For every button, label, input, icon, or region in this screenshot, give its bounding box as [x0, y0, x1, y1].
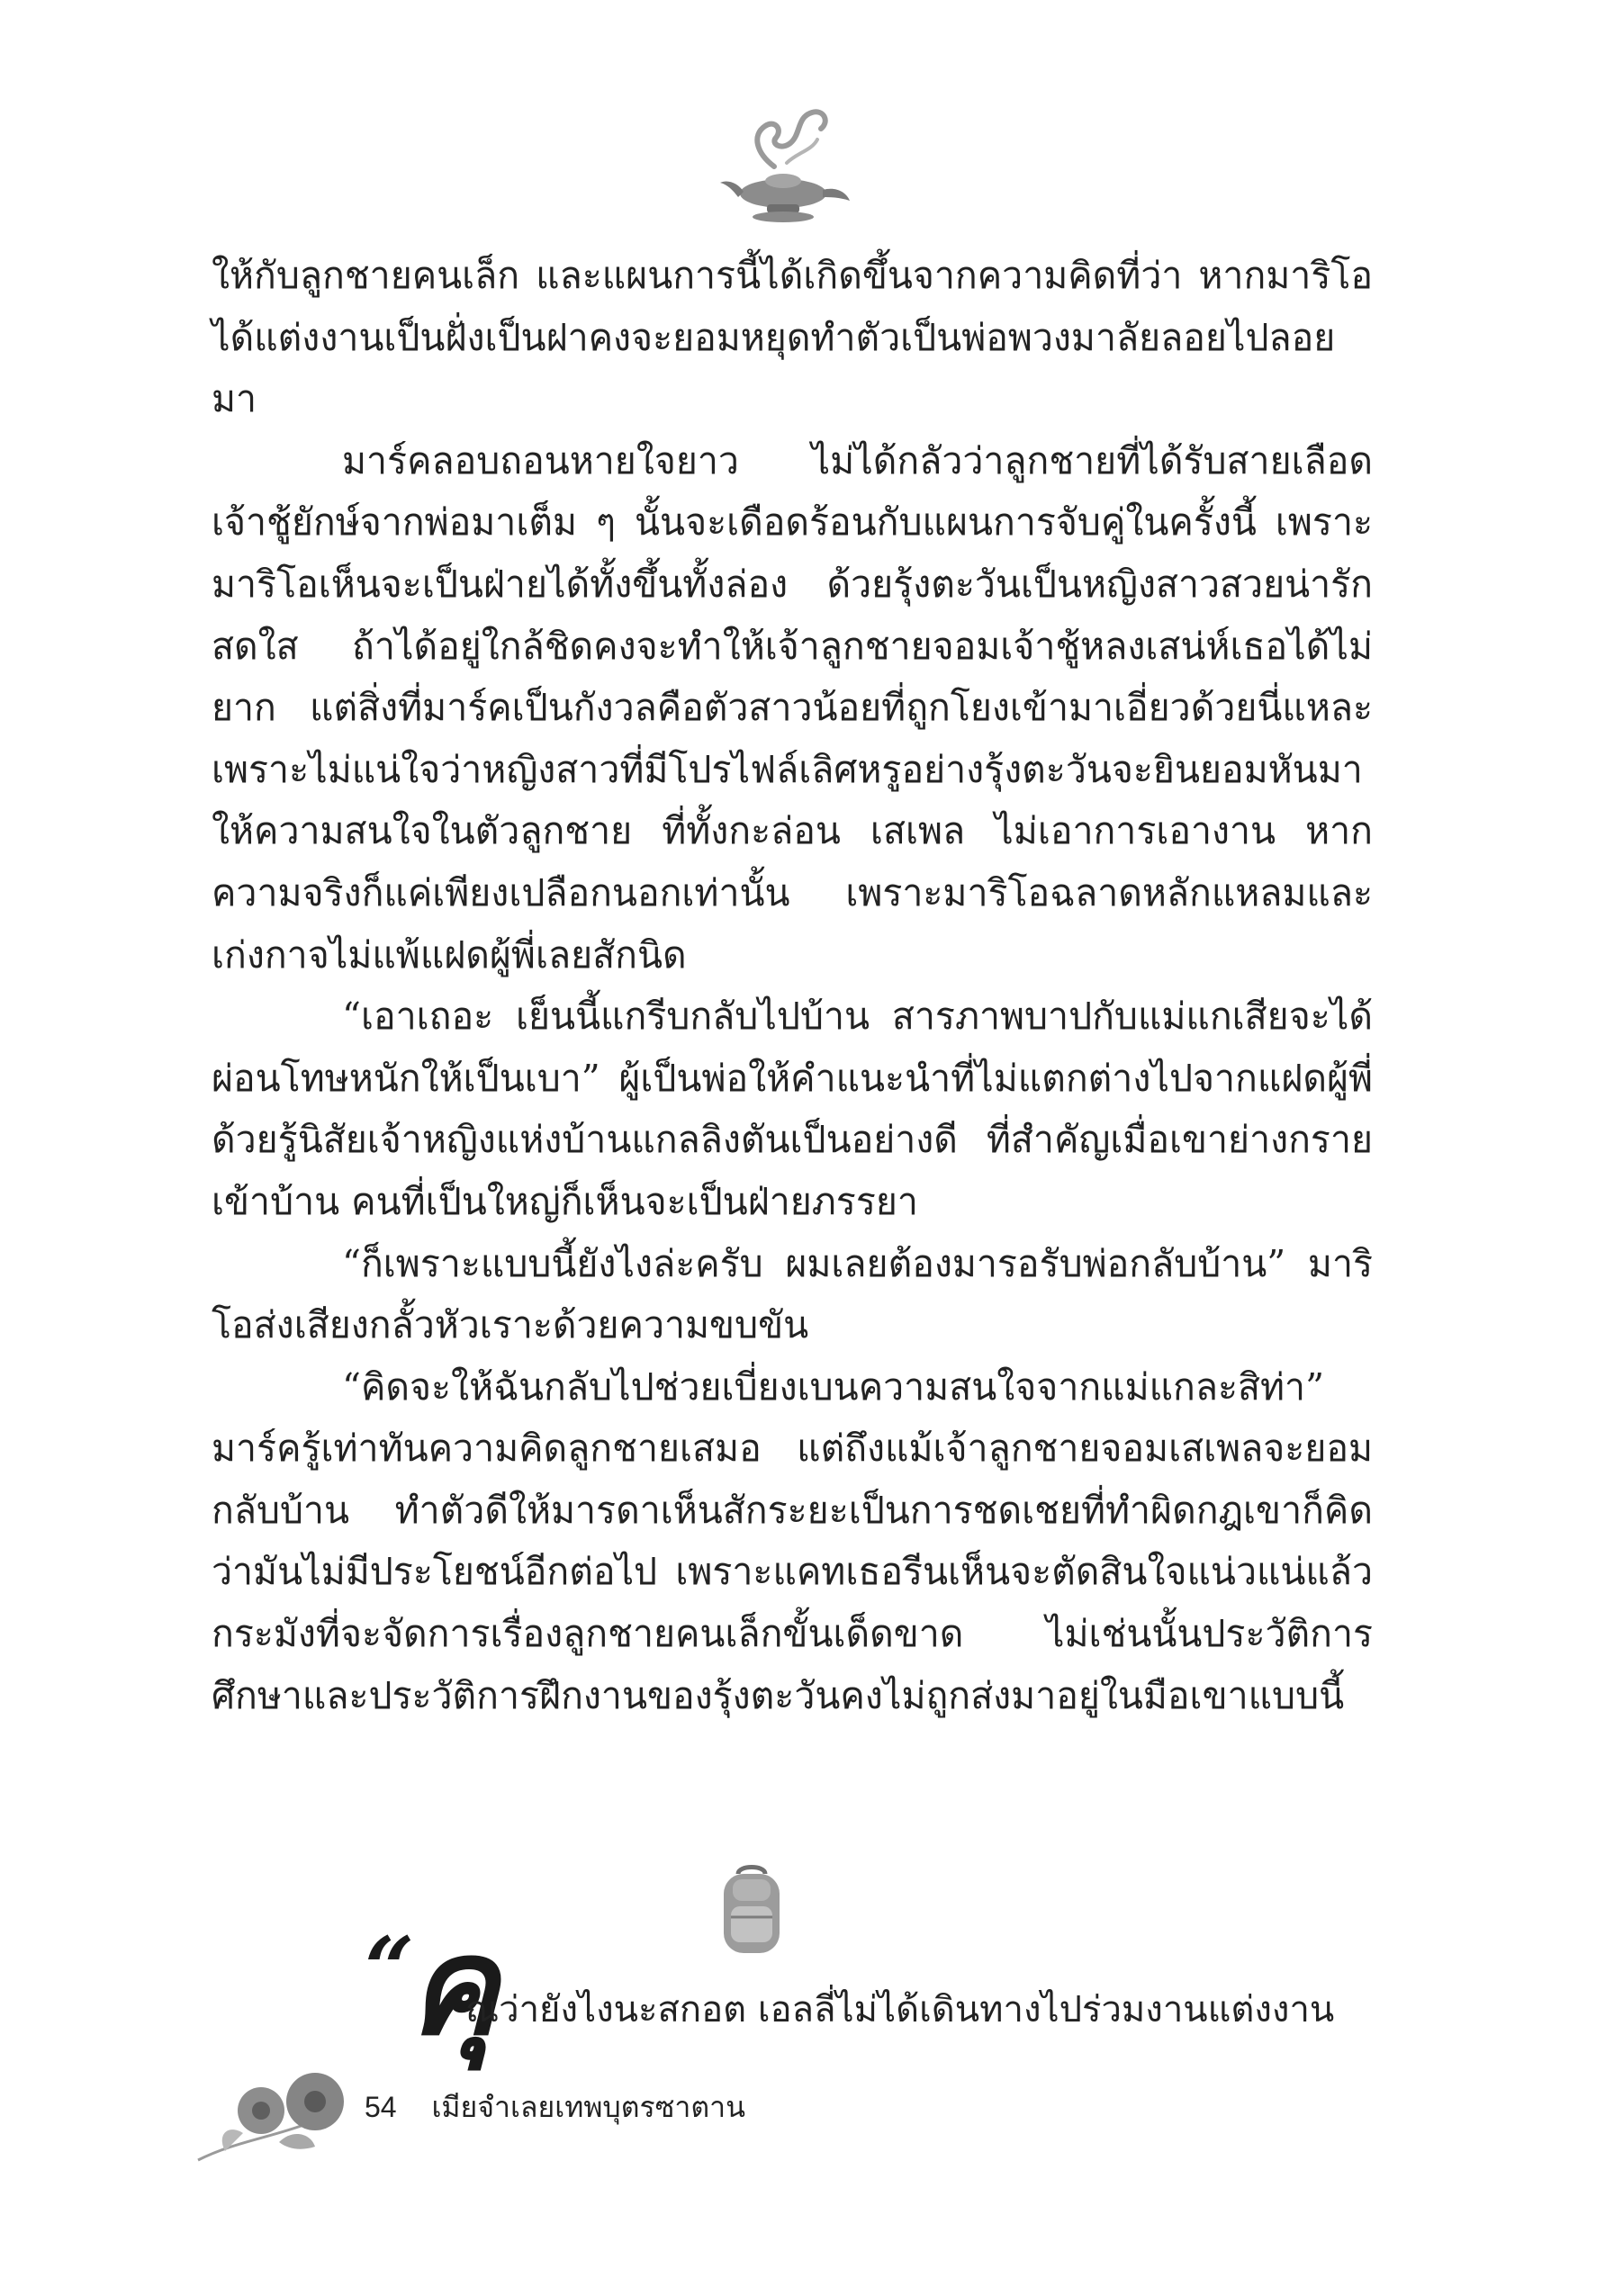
paragraph: “เอาเถอะ เย็นนี้แกรีบกลับไปบ้าน สารภาพบาปกับแม่แกเสียจะได้ผ่อนโทษหนักให้เป็นเบา” ผู้เป็นพ่อให้คำแนะนำที่ไม่แตกต่างไปจากแฝดผู้พี่ ด้วยรู้นิสัยเจ้าหญิงแห่งบ้านแกลลิงตันเป็นอย่างดี ที่สำคัญเมื่อเขาย่างกรายเข้าบ้าน คนที่เป็นใหญ่ก็เห็นจะเป็นฝ่ายภรรยา: [212, 995, 1373, 1223]
opening-quote-mark: “: [365, 1918, 415, 2020]
paragraph: มาร์คลอบถอนหายใจยาว ไม่ได้กลัวว่าลูกชายที่ได้รับสายเลือดเจ้าชู้ยักษ์จากพ่อมาเต็ม ๆ นั้นจะเดือดร้อนกับแผนการจับคู่ในครั้งนี้ เพราะมาริโอเห็นจะเป็นฝ่ายได้ทั้งขึ้นทั้งล่อง ด้วยรุ้งตะวันเป็นหญิงสาวสวยน่ารักสดใส ถ้าได้อยู่ใกล้ชิดคงจะทำให้เจ้าลูกชายจอมเจ้าชู้หลงเสน่ห์เธอได้ไม่ยาก แต่สิ่งที่มาร์คเป็นกังวลคือตัวสาวน้อยที่ถูกโยงเข้ามาเอี่ยวด้วยนี่แหละ เพราะไม่แน่ใจว่าหญิงสาวที่มีโปรไฟล์เลิศหรูอย่างรุ้งตะวันจะยินยอมหันมาให้ความสนใจในตัวลูกชาย ที่ทั้งกะล่อน เสเพล ไม่เอาการเอางาน หากความจริงก็แค่เพียงเปลือกนอกเท่านั้น เพราะมาริโอฉลาดหลักแหลมและเก่งกาจไม่แพ้แฝดผู้พี่เลยสักนิด: [212, 438, 1373, 977]
body-text: [212, 245, 1373, 1726]
flower-icon: [189, 2061, 369, 2169]
page-footer: [365, 2086, 745, 2128]
chapter-opening: [365, 1907, 1382, 2066]
magic-lamp-icon: [711, 104, 855, 230]
chapter-first-line: ณว่ายังไงนะสกอต เอลลี่ไม่ได้เดินทางไปร่วมงานแต่งงาน: [465, 1989, 1335, 2030]
book-title: เมียจำเลยเทพบุตรซาตาน: [431, 2091, 745, 2123]
paragraph: “ก็เพราะแบบนี้ยังไงล่ะครับ ผมเลยต้องมารอรับพ่อกลับบ้าน” มาริโอส่งเสียงกลั้วหัวเราะด้วยความขบขัน: [212, 1241, 1373, 1347]
paragraph: ให้กับลูกชายคนเล็ก และแผนการนี้ได้เกิดขึ้นจากความคิดที่ว่า หากมาริโอได้แต่งงานเป็นฝั่งเป็นฝาคงจะยอมหยุดทำตัวเป็นพ่อพวงมาลัยลอยไปลอยมา: [212, 254, 1373, 421]
paragraph: “คิดจะให้ฉันกลับไปช่วยเบี่ยงเบนความสนใจจากแม่แกละสิท่า” มาร์ครู้เท่าทันความคิดลูกชายเสมอ แต่ถึงแม้เจ้าลูกชายจอมเสเพลจะยอมกลับบ้าน ทำตัวดีให้มารดาเห็นสักระยะเป็นการชดเชยที่ทำผิดกฎเขาก็คิดว่ามันไม่มีประโยชน์อีกต่อไป เพราะแคทเธอรีนเห็นจะตัดสินใจแน่วแน่แล้วกระมังที่จะจัดการเรื่องลูกชายคนเล็กขั้นเด็ดขาด ไม่เช่นนั้นประวัติการศึกษาและประวัติการฝึกงานของรุ้งตะวันคงไม่ถูกส่งมาอยู่ในมือเขาแบบนี้: [212, 1364, 1373, 1717]
page-number: 54: [365, 2091, 397, 2123]
drop-cap: คุ: [408, 1907, 499, 2066]
